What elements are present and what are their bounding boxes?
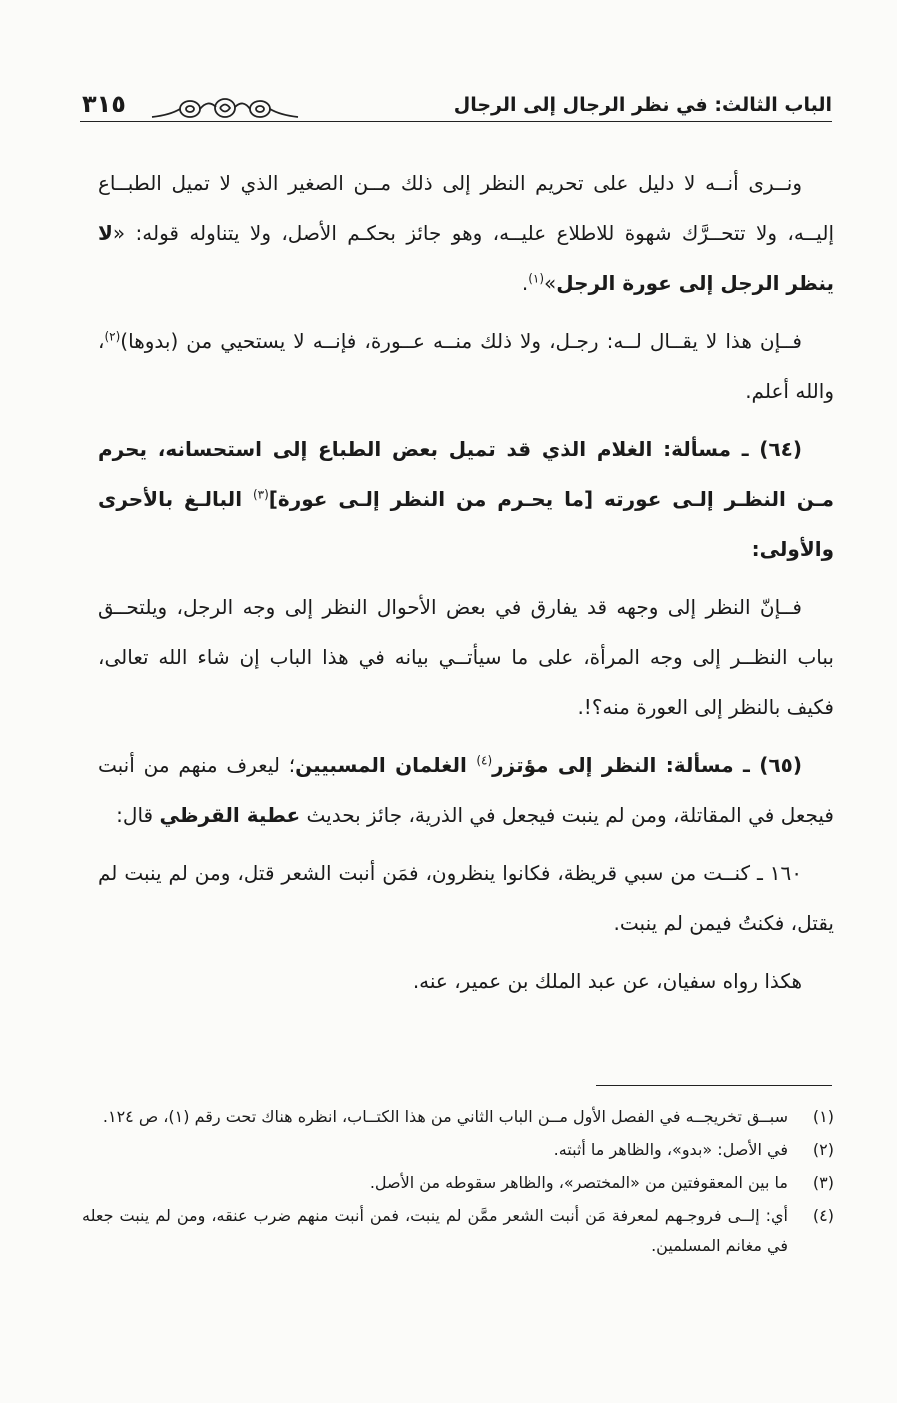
footnote-item: (١) سبــق تخريجــه في الفصل الأول مــن الباب الثاني من هذا الكتــاب، انظره هناك تحت رقم (١)، ص ١٢٤. <box>102 1107 834 1126</box>
hadith-160: ١٦٠ ـ كنــت من سبي قريظة، فكانوا ينظرون، فمَن أنبت الشعر قتل، ومن لم ينبت لم يقتل، فكنتُ فيمن لم ينبت. <box>98 861 834 935</box>
paragraph-4: فــإنّ النظر إلى وجهه قد يفارق في بعض الأحوال النظر إلى وجه الرجل، ويلتحــق بباب النظــر إلى وجه المرأة، على ما سيأتــي بيانه في هذا الباب إن شاء الله تعالى، فكيف بالنظر إلى العورة منه؟!. <box>98 595 834 719</box>
footnote-item: (٢) في الأصل: «بدو»، والظاهر ما أثبته. <box>553 1140 834 1159</box>
paragraph-2: فــإن هذا لا يقــال لــه: رجـل، ولا ذلك منــه عــورة، فإنــه لا يستحيي من (بدوها)$^{(٢)}$، والله أعلم. <box>98 329 834 403</box>
footnote-ref-1: (١) <box>528 271 545 286</box>
issue-64-heading: (٦٤) ـ مسألة: الغلام الذي قد تميل بعض الطباع إلى استحسانه، يحرم مـن النظـر إلـى عورته [ما يحـرم من النظر إلـى عورة]$^{(٣)}$ البالـغ بالأحرى والأولى: <box>98 437 834 561</box>
paragraph-7: هكذا رواه سفيان، عن عبد الملك بن عمير، عنه. <box>412 969 802 993</box>
footnote-ref-2: (٢) <box>104 329 121 344</box>
header-ornament-icon <box>150 95 300 121</box>
footnote-separator <box>596 1085 832 1086</box>
footnote-item: (٤) أي: إلــى فروجـهم لمعرفة مَن أنبت الشعر ممَّن لم ينبت، فمن أنبت منهم ضرب عنقه، ومن لم ينبت جعله في مغانم المسلمين. <box>82 1206 834 1255</box>
issue-65-paragraph: (٦٥) ـ مسألة: النظر إلى مؤتزر$^{(٤)}$ الغلمان المسبيين؛ ليعرف منهم من أنبت فيجعل في المقاتلة، ومن لم ينبت فيجعل في الذرية، جائز بحديث عطية القرظي قال: <box>98 753 834 827</box>
footnote-item: (٣) ما بين المعقوفتين من «المختصر»، والظاهر سقوطه من الأصل. <box>369 1173 834 1192</box>
footnote-ref-4: (٤) <box>476 753 493 768</box>
footnote-ref-3: (٣) <box>252 487 269 502</box>
header-rule <box>80 121 832 122</box>
page-header <box>80 86 832 122</box>
paragraph-1: ونــرى أنــه لا دليل على تحريم النظر إلى ذلك مــن الصغير الذي لا تميل الطبــاع إليــه، ولا تتحــرَّك شهوة للاطلاع عليــه، وهو جائز بحكـم الأصل، ولا يتناوله قوله: «لا ينظر الرجل إلى عورة الرجل»$^{(١)}$. <box>98 171 834 295</box>
main-text <box>98 158 834 1014</box>
page-number: ٣١٥ <box>82 90 126 118</box>
footnotes <box>82 1102 834 1264</box>
running-title: الباب الثالث: في نظر الرجال إلى الرجال <box>453 94 832 116</box>
